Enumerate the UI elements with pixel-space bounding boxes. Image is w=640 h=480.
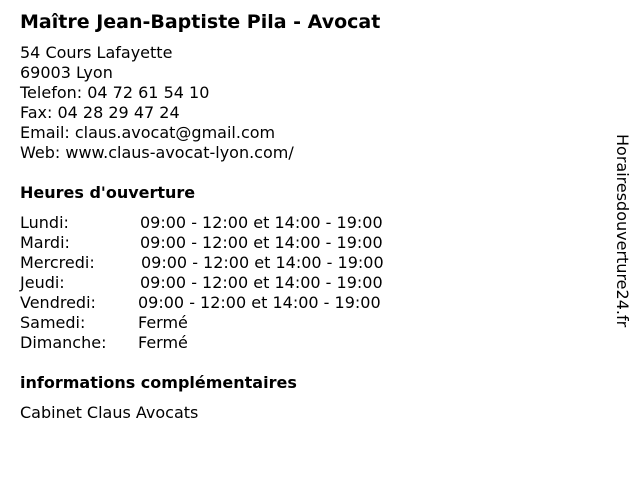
hours-day: Vendredi: — [20, 293, 96, 312]
hours-time: 09:00 - 12:00 et 14:00 - 19:00 — [140, 213, 383, 232]
info-text: Cabinet Claus Avocats — [20, 403, 199, 422]
business-card — [20, 10, 600, 423]
hours-day: Jeudi: — [20, 273, 65, 292]
hours-day: Samedi: — [20, 313, 86, 332]
hours-row-monday — [20, 213, 600, 233]
web-line: Web: www.claus-avocat-lyon.com/ — [20, 143, 294, 162]
hours-time: Fermé — [138, 313, 188, 332]
hours-day: Mercredi: — [20, 253, 95, 272]
address-city: 69003 Lyon — [20, 63, 113, 82]
hours-time: 09:00 - 12:00 et 14:00 - 19:00 — [140, 233, 383, 252]
hours-row-sunday — [20, 333, 600, 353]
hours-row-wednesday — [20, 253, 600, 273]
hours-row-friday — [20, 293, 600, 313]
hours-row-tuesday — [20, 233, 600, 253]
fax-line: Fax: 04 28 29 47 24 — [20, 103, 180, 122]
hours-row-saturday — [20, 313, 600, 333]
hours-heading: Heures d'ouverture — [20, 183, 196, 202]
hours-time: 09:00 - 12:00 et 14:00 - 19:00 — [138, 293, 381, 312]
email-line: Email: claus.avocat@gmail.com — [20, 123, 276, 142]
hours-day: Lundi: — [20, 213, 69, 232]
hours-time: 09:00 - 12:00 et 14:00 - 19:00 — [140, 273, 383, 292]
hours-time: Fermé — [138, 333, 188, 352]
side-brand-link[interactable]: Horairesdouverture24.fr — [613, 134, 632, 328]
business-title: Maître Jean-Baptiste Pila - Avocat — [20, 11, 381, 33]
hours-row-thursday — [20, 273, 600, 293]
hours-table — [20, 213, 600, 353]
hours-day: Dimanche: — [20, 333, 107, 352]
phone-line: Telefon: 04 72 61 54 10 — [20, 83, 210, 102]
info-heading: informations complémentaires — [20, 373, 297, 392]
address-street: 54 Cours Lafayette — [20, 43, 173, 62]
hours-day: Mardi: — [20, 233, 70, 252]
hours-time: 09:00 - 12:00 et 14:00 - 19:00 — [141, 253, 384, 272]
